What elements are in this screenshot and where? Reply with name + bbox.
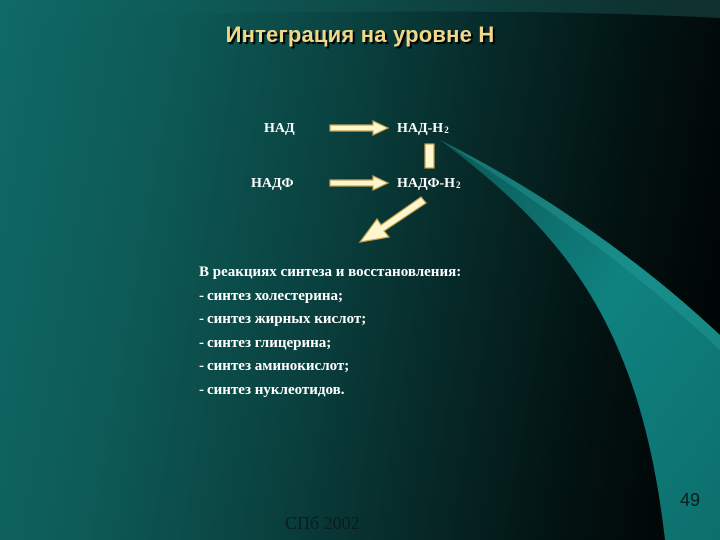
nadf-h2-label (397, 176, 461, 192)
list-item: - синтез нуклеотидов. (199, 379, 461, 403)
footer-text: СПб 2002 (285, 513, 360, 533)
nadf-label (251, 176, 293, 192)
list-item: - синтез аминокислот; (199, 355, 461, 379)
page-number: 49 (680, 490, 701, 510)
nad-text: НАД (264, 121, 295, 136)
dash-bullet: - (199, 381, 204, 398)
dash-bullet: - (199, 311, 204, 327)
nadf-text: НАДФ (251, 176, 294, 191)
reactions-list (199, 261, 461, 402)
arrow-nadf-to-nadfh2 (330, 176, 388, 190)
list-item: - синтез холестерина; (199, 285, 461, 309)
nad-label (264, 121, 295, 137)
dash-bullet: - (199, 334, 204, 351)
dash-bullet: - (199, 358, 204, 374)
teal-swoosh (440, 140, 720, 540)
connector-bar (425, 144, 434, 168)
top-glow (0, 0, 720, 18)
nad-h2-text: НАД-Н (397, 121, 444, 136)
reactions-heading: В реакциях синтеза и восстановления: (199, 264, 462, 280)
dash-bullet: - (199, 287, 204, 304)
list-item: - синтез глицерина; (199, 332, 461, 356)
diagonal-arrow (360, 197, 426, 242)
slide-title: Интеграция на уровне Н (225, 22, 495, 47)
arrow-nad-to-nadh2 (330, 121, 388, 135)
nadf-h2-text: НАДФ-Н (397, 176, 456, 191)
list-item: - синтез жирных кислот; (199, 308, 461, 332)
nadf-h2-subscript: 2 (456, 180, 461, 190)
nad-h2-label (397, 121, 449, 137)
nad-h2-subscript: 2 (444, 125, 449, 135)
